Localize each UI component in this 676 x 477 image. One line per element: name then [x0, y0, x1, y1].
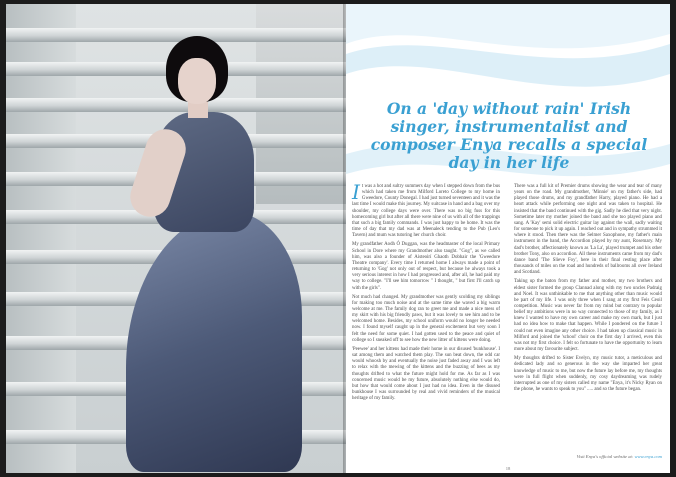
footer-text: Visit Enya's official website at: — [576, 454, 634, 459]
paragraph: Taking up the baton from my father and mother, my two brothers and eldest sister formed the group Clannad along with my two uncles Padraig and Noel. It was unthinkable to me that anything other than music would be part of my life. I was only three when I sang at my first Feis Ceoil competition. Music was never far from my mind but contrary to popular belief my ambitions were in no way connected to those of my family, as I knew I wanted to have my own career and make my own mark, but I just had no idea how to make that happen. While I pondered on the future I could not even imagine any other choice. I had taken up classical music in Milford and joined the 'school' choir on the first day I arrived, even this was not my first choice. I felt so fortunate to have the opportunity to learn more about my favourite subject. — [514, 279, 662, 353]
website-footer — [514, 454, 662, 459]
photo-page — [6, 4, 346, 473]
text-column-left — [352, 180, 500, 405]
paragraph: My thoughts drifted to Sister Evelyn, my music tutor, a meticulous and dedicated lady and so generous in the way she imparted her great knowledge of music to me, but now the future lay before me, my thoughts were in full flight when suddenly, my cosy daydreaming was rudely interrupted as one of my sisters called my name "Enya, it's Nicky Ryan on the phone, he wants to speak to you" ..... and so the future began. — [514, 356, 662, 392]
paragraph: Not much had changed. My grandmother was gently scolding my siblings for making too much noise and at the same time she waved a big warm welcome at me. The family dog ran to greet me and made a nice mess of my skirt with his big friendly paws, but it was lovely to see him and to be welcomed home. Besides, my school uniform would no longer be needed now. I found myself caught up in the general excitement but very soon I felt the need for some quiet. I had gotten used to the peace and quiet of college so I sneaked off to see how the new litter of kittens were doing. — [352, 294, 500, 343]
article-page — [346, 4, 670, 473]
paragraph — [352, 180, 500, 239]
paragraph-text: t was a hot and sultry summers day when I stepped down from the bus which had taken me from Milford Loreto College to my home in Gweedore, County Donegal. I had just turned seventeen and it was the last time I would make this journey. My suitcase in hand and a bag over my shoulder, my college days were over. There was no big fuss for this homecoming girl but after all there were nine of us with all of the trappings that such a big family commands. I was just happy to be home. It was the time of day that my dad was at Meenaleck tending to the Pub (Leo's Tavern) and mum was tutoring her church choir. — [352, 184, 500, 239]
website-link[interactable]: www.enya.com — [634, 454, 662, 459]
portrait-of-singer — [126, 36, 296, 466]
face — [178, 58, 216, 104]
paragraph: 'Peewee' and her kittens had made their home in our disused 'bunkhouse'. I sat among them and watched them play. The sun beat down, the odd car would whoosh by and eventually the noise just faded away and I was left to relax with the mewing of the kittens and the buzzing of bees as my thoughts drifted to what the future might hold for me. As far as I was concerned music would be my future, absolutely nothing else would do, but how that would come about I just had no idea. Even in the disused bunkhouse I was surrounded by real and vivid reminders of the musical heritage of my family. — [352, 346, 500, 402]
page-number: 18 — [505, 466, 511, 471]
text-column-right — [514, 184, 662, 396]
gown-skirt — [126, 212, 302, 472]
paragraph: My grandfather Aodh Ó Duggan, was the headmaster of the local Primary School in Dore where my Grandmother also taught. "Gog", as we called him, was also a founder of Aisteoirí Ghaoth Dobhair the 'Gweedore Theatre company'. Every time I returned home I always made a point of returning to 'Gog' not only out of respect, but because he always took a very serious interest in how I had progressed and, after all, he had paid my way to college. "I'll see him tomorrow " I thought, " but first I'll catch up with the girls". — [352, 242, 500, 291]
paragraph: There was a full kit of Premier drums showing the wear and tear of many years on the road. My grandmother, 'Minnie' on my father's side, had played those drums, and my grandfather Harry, played piano. He had a heart attack while performing one night and was taken to hospital. He insisted that the band continued with the gig. Sadly he died that very night. Sometime later my mother joined the band and she too played piano and sang. A 'Kay' semi solid electric guitar lay against the wall, sadly waiting for someone to pick it up again. I reached out and in sympathy strummed it where it stood. Then there was the Selmer Saxophone, my father's main instrument in the band, the Accordion played by my aunt, Rosemary. My dad's brother, affectionately known as 'La La', played trumpet and his other brother Tony, also on accordion. All these instruments came from my dad's dance band 'The Slieve Foy', here in their final resting place after thousands of miles on the road and hundreds of ballrooms all over Ireland and Scotland. — [514, 184, 662, 276]
drop-cap: I — [352, 180, 360, 204]
article-headline: On a 'day without rain' Irish singer, instrumentalist and composer Enya recalls a special day in her life — [370, 99, 648, 172]
